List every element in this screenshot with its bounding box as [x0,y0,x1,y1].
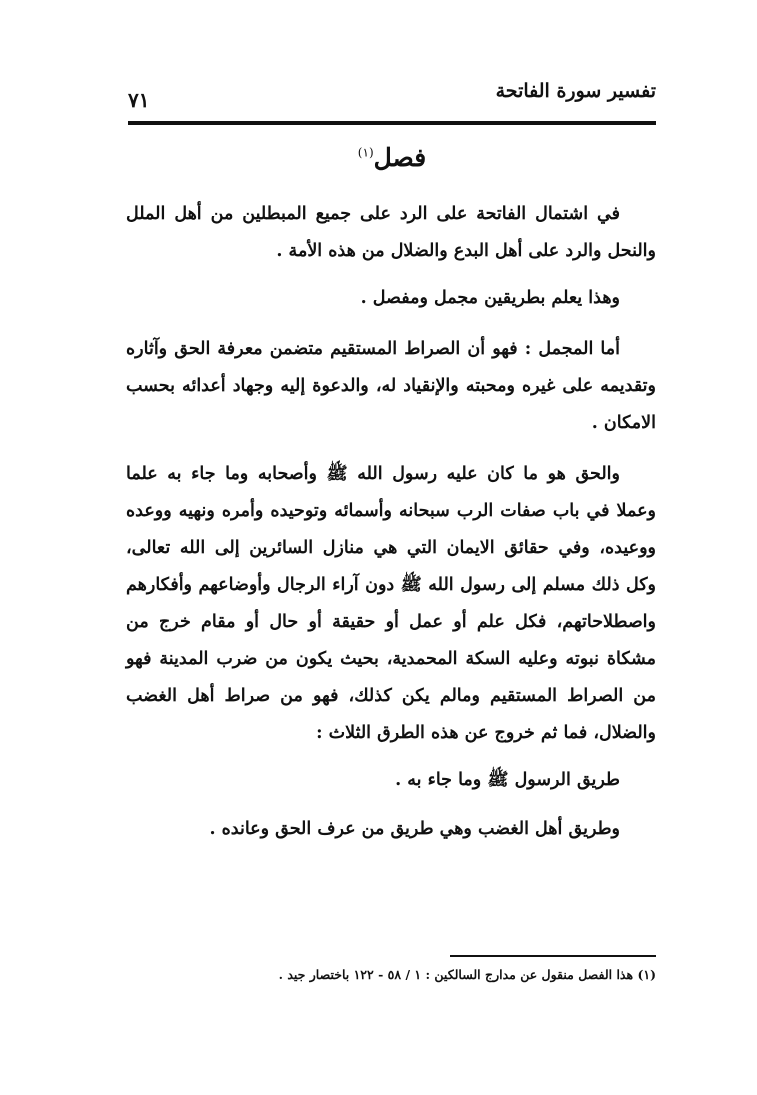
paragraph-path-messenger: طريق الرسول ﷺ وما جاء به . [395,770,620,790]
paragraph-intro: في اشتمال الفاتحة على الرد على جميع المبطلين من أهل الملل والنحل والرد على أهل البدع والضلال من هذه الأمة . [126,204,656,261]
section-title-text: فصل [373,143,427,172]
paragraph-truth: والحق هو ما كان عليه رسول الله ﷺ وأصحابه وما جاء به علما وعملا في باب صفات الرب سبحانه وأسمائه وتوحيده وأمره ونهيه ووعده ووعيده، وفي حقائق الايمان التي هي منازل السائرين إلى الله تعالى، وكل ذلك مسلم إلى رسول الله ﷺ دون آراء الرجال وأوضاعهم وأفكارهم واصطلاحاتهم، فكل علم أو عمل أو حقيقة أو حال أو مقام خرج من مشكاة نبوته وعليه السكة المحمدية، بحيث يكون من ضرب المدينة فهو من الصراط المستقيم ومالم يكن كذلك، فهو من صراط أهل الغضب والضلال، فما ثم خروج عن هذه الطرق الثلاث : [126,464,656,743]
page-header [128,80,656,118]
paragraph-two-paths: وهذا يعلم بطريقين مجمل ومفصل . [360,288,620,308]
body-text [126,196,656,860]
section-title [128,143,656,172]
footnote-rule [450,955,656,957]
header-rule [128,121,656,125]
footnote: (١) هذا الفصل منقول عن مدارج السالكين : ١ / ٥٨ - ١٢٢ باختصار جيد . [278,967,656,982]
footnote-marker: (١) [357,145,374,160]
running-title: تفسير سورة الفاتحة [495,80,656,102]
paragraph-summary: أما المجمل : فهو أن الصراط المستقيم متضمن معرفة الحق وآثاره وتقديمه على غيره ومحبته والإنقياد له، والدعوة إليه وجهاد أعدائه بحسب الامكان . [126,339,656,433]
page-number: ٧١ [128,88,150,112]
paragraph-path-wrath: وطريق أهل الغضب وهي طريق من عرف الحق وعانده . [209,819,620,839]
